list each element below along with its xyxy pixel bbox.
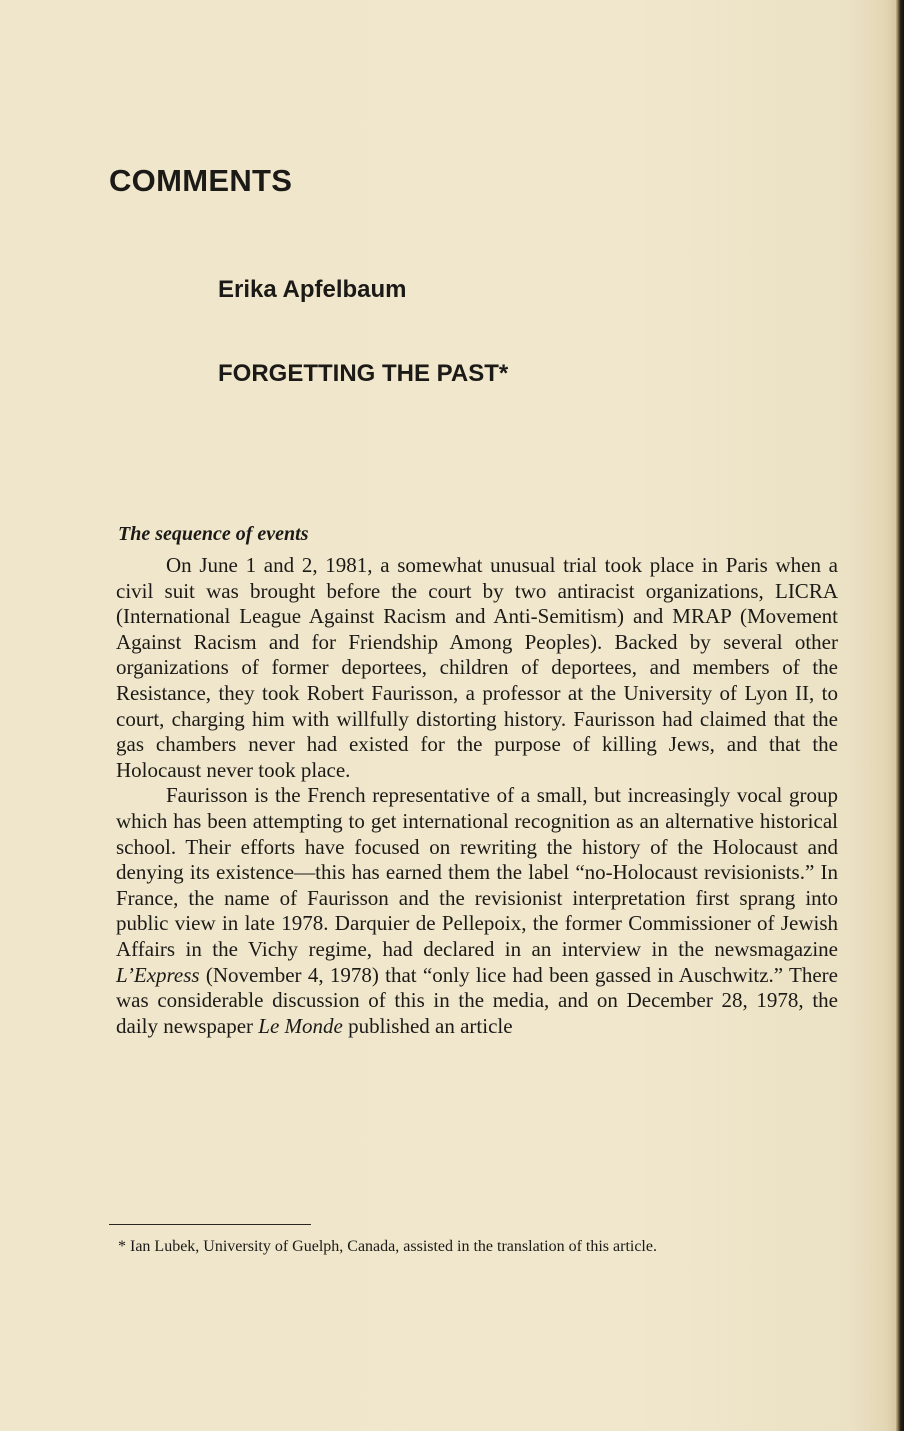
section-heading: COMMENTS bbox=[109, 163, 293, 198]
footnote-divider bbox=[109, 1224, 311, 1225]
subheading: The sequence of events bbox=[118, 523, 309, 545]
footnote: * Ian Lubek, University of Guelph, Canada, assisted in the translation of this article. bbox=[118, 1238, 657, 1255]
paragraph-2-part-2: (November 4, 1978) that “only lice had been gassed in Auschwitz.” There was considerable discussion of this in the media, and on December 28, 1978, the daily newspaper bbox=[116, 962, 838, 1038]
article-title: FORGETTING THE PAST* bbox=[218, 360, 509, 387]
article-body bbox=[116, 553, 838, 1039]
paragraph-2 bbox=[116, 783, 838, 1039]
page-edge-shadow bbox=[896, 0, 904, 1431]
paragraph-1: On June 1 and 2, 1981, a somewhat unusual trial took place in Paris when a civil suit was brought before the court by two antiracist organizations, LICRA (International League Against Racism and Anti-Semitism) and MRAP (Movement Against Racism and for Friendship Among Peoples). Backed by several other organizations of former deportees, children of deportees, and members of the Resistance, they took Robert Faurisson, a professor at the University of Lyon II, to court, charging him with willfully distorting history. Faurisson had claimed that the gas chambers never had existed for the purpose of killing Jews, and that the Holocaust never took place. bbox=[116, 553, 838, 782]
magazine-title: L’Express bbox=[116, 962, 200, 987]
paragraph-2-part-1: Faurisson is the French representative of a small, but increasingly vocal group which has been attempting to get international recognition as an alternative historical school. Their efforts have focused on rewriting the history of the Holocaust and denying its existence—this has earned them the label “no-Holocaust revisionists.” In France, the name of Faurisson and the revisionist interpretation first sprang into public view in late 1978. Darquier de Pellepoix, the former Commissioner of Jewish Affairs in the Vichy regime, had declared in an interview in the newsmagazine bbox=[116, 783, 838, 961]
paragraph-2-part-3: published an article bbox=[342, 1013, 513, 1038]
author-name: Erika Apfelbaum bbox=[218, 276, 407, 303]
newspaper-title: Le Monde bbox=[258, 1013, 343, 1038]
